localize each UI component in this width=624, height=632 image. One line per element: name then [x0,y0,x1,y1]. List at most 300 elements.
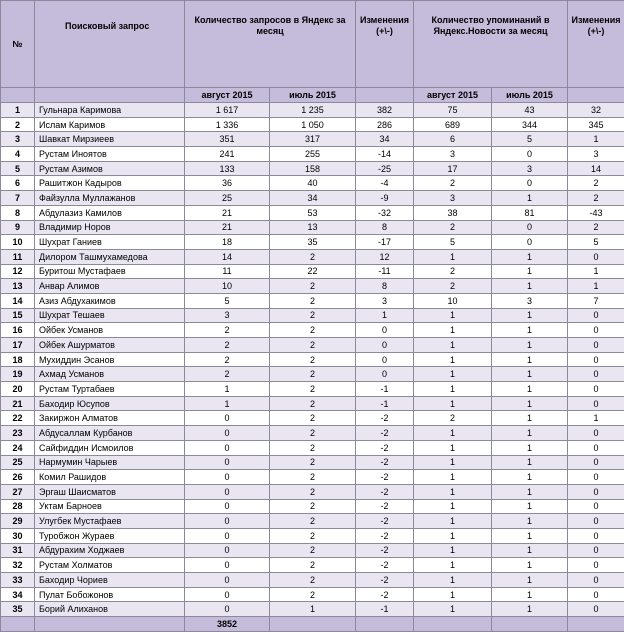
row-yandex-aug: 36 [185,176,270,191]
row-news-aug: 3 [414,191,492,206]
total-value: 3852 [185,617,270,632]
row-yandex-aug: 0 [185,484,270,499]
row-change2: 0 [568,499,624,514]
row-yandex-jul: 2 [270,455,356,470]
row-name: Баходир Юсупов [35,396,185,411]
row-news-jul: 1 [492,396,568,411]
row-news-jul: 1 [492,426,568,441]
row-yandex-aug: 2 [185,323,270,338]
row-change1: -1 [356,382,414,397]
row-news-aug: 2 [414,279,492,294]
row-news-aug: 1 [414,396,492,411]
row-change1: -2 [356,543,414,558]
row-yandex-jul: 2 [270,338,356,353]
row-yandex-aug: 133 [185,161,270,176]
row-news-jul: 81 [492,205,568,220]
row-yandex-jul: 2 [270,367,356,382]
row-news-aug: 1 [414,528,492,543]
row-name: Рашитжон Кадыров [35,176,185,191]
row-news-jul: 1 [492,411,568,426]
row-change2: 345 [568,117,624,132]
row-news-jul: 1 [492,484,568,499]
row-yandex-jul: 2 [270,484,356,499]
row-yandex-aug: 0 [185,470,270,485]
row-name: Абдурахим Ходжаев [35,543,185,558]
row-name: Рустам Иноятов [35,147,185,162]
row-news-jul: 1 [492,338,568,353]
table-row [1,470,624,485]
col-yandex-jul-header: июль 2015 [270,88,356,103]
table-row [1,382,624,397]
row-change1: -17 [356,235,414,250]
row-change1: 0 [356,338,414,353]
row-yandex-aug: 1 336 [185,117,270,132]
row-number: 32 [1,558,35,573]
row-news-aug: 689 [414,117,492,132]
row-number: 10 [1,235,35,250]
row-change2: 1 [568,279,624,294]
row-change2: 0 [568,528,624,543]
row-name: Азиз Абдухакимов [35,293,185,308]
table-row [1,103,624,118]
row-news-jul: 1 [492,528,568,543]
row-news-jul: 3 [492,161,568,176]
row-number: 2 [1,117,35,132]
row-yandex-jul: 2 [270,293,356,308]
row-yandex-aug: 18 [185,235,270,250]
row-name: Буритош Мустафаев [35,264,185,279]
row-number: 9 [1,220,35,235]
row-news-jul: 0 [492,176,568,191]
row-news-jul: 1 [492,279,568,294]
row-change1: 8 [356,220,414,235]
row-change1: 286 [356,117,414,132]
table-body [1,103,624,617]
row-yandex-jul: 2 [270,514,356,529]
row-news-jul: 1 [492,323,568,338]
col-change2-header: Изменения (+\-) [568,1,624,88]
row-yandex-jul: 2 [270,573,356,588]
subheader-empty [568,88,624,103]
row-number: 26 [1,470,35,485]
row-yandex-jul: 1 [270,602,356,617]
row-change2: 0 [568,543,624,558]
row-yandex-aug: 11 [185,264,270,279]
row-name: Шухрат Тешаев [35,308,185,323]
row-change1: 12 [356,249,414,264]
row-yandex-aug: 2 [185,367,270,382]
row-news-aug: 1 [414,455,492,470]
row-name: Шухрат Ганиев [35,235,185,250]
row-news-aug: 1 [414,499,492,514]
row-yandex-aug: 25 [185,191,270,206]
row-news-jul: 1 [492,470,568,485]
row-news-jul: 1 [492,352,568,367]
row-news-aug: 3 [414,147,492,162]
row-yandex-aug: 0 [185,602,270,617]
subheader-row [1,88,624,103]
row-news-jul: 1 [492,558,568,573]
row-change2: 5 [568,235,624,250]
row-yandex-jul: 2 [270,499,356,514]
table-row [1,308,624,323]
row-number: 3 [1,132,35,147]
row-change2: 14 [568,161,624,176]
row-name: Рустам Туртабаев [35,382,185,397]
table-row [1,220,624,235]
row-yandex-aug: 5 [185,293,270,308]
row-news-aug: 1 [414,440,492,455]
row-news-aug: 2 [414,220,492,235]
table-row [1,396,624,411]
row-yandex-jul: 2 [270,352,356,367]
row-change2: 0 [568,382,624,397]
row-yandex-jul: 2 [270,249,356,264]
row-yandex-aug: 0 [185,440,270,455]
row-number: 1 [1,103,35,118]
row-name: Дилором Ташмухамедова [35,249,185,264]
row-change1: 0 [356,352,414,367]
row-yandex-jul: 2 [270,558,356,573]
row-number: 27 [1,484,35,499]
row-name: Нармумин Чарыев [35,455,185,470]
row-number: 22 [1,411,35,426]
col-yandex-header: Количество запросов в Яндекс за месяц [185,1,356,88]
row-yandex-aug: 1 [185,382,270,397]
row-news-aug: 6 [414,132,492,147]
row-number: 15 [1,308,35,323]
table-row [1,323,624,338]
row-name: Улугбек Мустафаев [35,514,185,529]
row-name: Мухиддин Эсанов [35,352,185,367]
row-yandex-jul: 35 [270,235,356,250]
row-news-aug: 1 [414,602,492,617]
row-number: 34 [1,587,35,602]
row-news-aug: 1 [414,573,492,588]
table-row [1,411,624,426]
row-number: 33 [1,573,35,588]
row-change2: 0 [568,338,624,353]
row-change2: 0 [568,587,624,602]
row-yandex-jul: 40 [270,176,356,191]
row-change1: -2 [356,573,414,588]
row-number: 31 [1,543,35,558]
row-change2: 0 [568,514,624,529]
row-number: 18 [1,352,35,367]
row-change2: 0 [568,455,624,470]
row-number: 14 [1,293,35,308]
row-yandex-aug: 0 [185,499,270,514]
row-yandex-aug: 21 [185,220,270,235]
row-name: Закиржон Алматов [35,411,185,426]
table-row [1,573,624,588]
row-number: 11 [1,249,35,264]
row-change2: 0 [568,440,624,455]
col-news-jul-header: июль 2015 [492,88,568,103]
row-name: Баходир Чориев [35,573,185,588]
row-news-jul: 1 [492,367,568,382]
col-news-header: Количество упоминаний в Яндекс.Новости за месяц [414,1,568,88]
row-news-aug: 75 [414,103,492,118]
row-number: 16 [1,323,35,338]
table-row [1,338,624,353]
total-row [1,617,624,632]
row-name: Ахмад Усманов [35,367,185,382]
row-change1: -11 [356,264,414,279]
row-number: 17 [1,338,35,353]
row-news-jul: 1 [492,455,568,470]
row-change2: 2 [568,220,624,235]
row-yandex-jul: 2 [270,440,356,455]
row-news-aug: 1 [414,543,492,558]
row-news-aug: 1 [414,587,492,602]
col-change1-header: Изменения (+\-) [356,1,414,88]
row-change2: 2 [568,191,624,206]
row-yandex-jul: 13 [270,220,356,235]
row-news-aug: 1 [414,352,492,367]
row-change1: -9 [356,191,414,206]
row-name: Уктам Барноев [35,499,185,514]
row-yandex-jul: 2 [270,279,356,294]
row-name: Пулат Бобожонов [35,587,185,602]
row-news-aug: 1 [414,249,492,264]
row-news-aug: 1 [414,382,492,397]
table-row [1,191,624,206]
row-number: 6 [1,176,35,191]
row-yandex-aug: 351 [185,132,270,147]
row-news-aug: 1 [414,426,492,441]
row-news-aug: 10 [414,293,492,308]
row-yandex-aug: 1 617 [185,103,270,118]
row-name: Рустам Азимов [35,161,185,176]
row-news-jul: 1 [492,587,568,602]
row-yandex-aug: 2 [185,352,270,367]
row-change2: 0 [568,484,624,499]
row-name: Комил Рашидов [35,470,185,485]
row-change1: -2 [356,440,414,455]
row-change1: -2 [356,426,414,441]
row-news-jul: 0 [492,147,568,162]
row-yandex-jul: 2 [270,528,356,543]
table-row [1,528,624,543]
row-change1: -2 [356,587,414,602]
row-change1: 34 [356,132,414,147]
row-yandex-aug: 0 [185,514,270,529]
row-news-jul: 0 [492,220,568,235]
row-change1: -2 [356,528,414,543]
row-news-jul: 1 [492,514,568,529]
table-row [1,205,624,220]
table-row [1,367,624,382]
row-news-jul: 1 [492,249,568,264]
table-row [1,558,624,573]
table-row [1,235,624,250]
row-yandex-jul: 2 [270,382,356,397]
row-news-jul: 1 [492,573,568,588]
row-news-aug: 1 [414,338,492,353]
row-name: Абдулазиз Камилов [35,205,185,220]
row-news-aug: 38 [414,205,492,220]
row-number: 24 [1,440,35,455]
row-change2: 0 [568,352,624,367]
row-name: Ойбек Усманов [35,323,185,338]
row-news-aug: 1 [414,484,492,499]
row-number: 28 [1,499,35,514]
row-yandex-aug: 241 [185,147,270,162]
row-yandex-aug: 21 [185,205,270,220]
row-change2: 2 [568,176,624,191]
row-change1: -2 [356,499,414,514]
row-news-jul: 1 [492,264,568,279]
row-yandex-aug: 0 [185,426,270,441]
row-name: Шавкат Мирзиеев [35,132,185,147]
table-row [1,132,624,147]
row-yandex-aug: 3 [185,308,270,323]
row-number: 4 [1,147,35,162]
row-yandex-aug: 14 [185,249,270,264]
row-change2: 1 [568,264,624,279]
subheader-empty [35,88,185,103]
row-change1: -2 [356,470,414,485]
row-change2: 1 [568,411,624,426]
row-news-aug: 2 [414,176,492,191]
row-name: Ойбек Ашурматов [35,338,185,353]
row-news-aug: 1 [414,308,492,323]
row-news-aug: 1 [414,558,492,573]
row-news-jul: 1 [492,440,568,455]
row-news-jul: 43 [492,103,568,118]
col-yandex-aug-header: август 2015 [185,88,270,103]
row-name: Сайфиддин Исмоилов [35,440,185,455]
table-row [1,147,624,162]
table-row [1,543,624,558]
row-name: Туробжон Жураев [35,528,185,543]
row-yandex-aug: 0 [185,558,270,573]
table-row [1,455,624,470]
row-change2: 1 [568,132,624,147]
row-change2: 32 [568,103,624,118]
table-row [1,440,624,455]
col-query-header: Поисковый запрос [35,1,185,88]
row-news-aug: 1 [414,514,492,529]
row-yandex-jul: 34 [270,191,356,206]
row-yandex-jul: 2 [270,587,356,602]
row-change1: -14 [356,147,414,162]
row-number: 7 [1,191,35,206]
row-news-aug: 1 [414,367,492,382]
row-news-aug: 1 [414,323,492,338]
table-row [1,587,624,602]
row-news-jul: 3 [492,293,568,308]
row-change2: 0 [568,573,624,588]
row-news-jul: 1 [492,308,568,323]
table-row [1,352,624,367]
row-change2: 0 [568,308,624,323]
col-news-aug-header: август 2015 [414,88,492,103]
row-name: Владимир Норов [35,220,185,235]
row-yandex-jul: 1 050 [270,117,356,132]
row-number: 19 [1,367,35,382]
row-change1: -32 [356,205,414,220]
row-change2: 0 [568,602,624,617]
row-number: 25 [1,455,35,470]
subheader-empty [1,88,35,103]
row-news-jul: 344 [492,117,568,132]
row-yandex-jul: 2 [270,426,356,441]
row-change1: -1 [356,396,414,411]
row-name: Ислам Каримов [35,117,185,132]
row-change1: 0 [356,367,414,382]
row-name: Файзулла Муллажанов [35,191,185,206]
row-change1: -4 [356,176,414,191]
row-change1: -2 [356,514,414,529]
row-change2: 3 [568,147,624,162]
row-news-aug: 1 [414,470,492,485]
row-change2: 0 [568,323,624,338]
row-yandex-aug: 0 [185,587,270,602]
row-change1: 0 [356,323,414,338]
row-yandex-jul: 53 [270,205,356,220]
row-name: Борий Алиханов [35,602,185,617]
row-number: 8 [1,205,35,220]
table-row [1,279,624,294]
row-news-jul: 1 [492,382,568,397]
row-number: 35 [1,602,35,617]
row-yandex-jul: 2 [270,543,356,558]
row-change1: -2 [356,411,414,426]
row-number: 30 [1,528,35,543]
row-change1: -1 [356,602,414,617]
row-change1: 1 [356,308,414,323]
row-news-jul: 0 [492,235,568,250]
row-yandex-aug: 0 [185,573,270,588]
row-name: Рустам Холматов [35,558,185,573]
row-yandex-jul: 1 235 [270,103,356,118]
row-number: 23 [1,426,35,441]
row-number: 21 [1,396,35,411]
row-name: Эргаш Шаисматов [35,484,185,499]
table-row [1,484,624,499]
row-name: Гульнара Каримова [35,103,185,118]
row-news-aug: 5 [414,235,492,250]
row-yandex-aug: 0 [185,411,270,426]
header-row [1,1,624,88]
row-yandex-jul: 2 [270,323,356,338]
row-change1: 3 [356,293,414,308]
row-yandex-aug: 2 [185,338,270,353]
subheader-empty [356,88,414,103]
row-news-aug: 2 [414,264,492,279]
table-row [1,514,624,529]
row-news-jul: 1 [492,191,568,206]
row-yandex-jul: 2 [270,470,356,485]
row-change2: 7 [568,293,624,308]
row-yandex-jul: 2 [270,308,356,323]
row-yandex-aug: 0 [185,455,270,470]
row-yandex-jul: 2 [270,411,356,426]
row-yandex-aug: 0 [185,528,270,543]
table-row [1,602,624,617]
table-row [1,426,624,441]
row-news-aug: 2 [414,411,492,426]
row-name: Анвар Алимов [35,279,185,294]
table-row [1,264,624,279]
row-change1: 8 [356,279,414,294]
row-change1: -2 [356,484,414,499]
row-change2: -43 [568,205,624,220]
row-change2: 0 [568,558,624,573]
table-row [1,161,624,176]
